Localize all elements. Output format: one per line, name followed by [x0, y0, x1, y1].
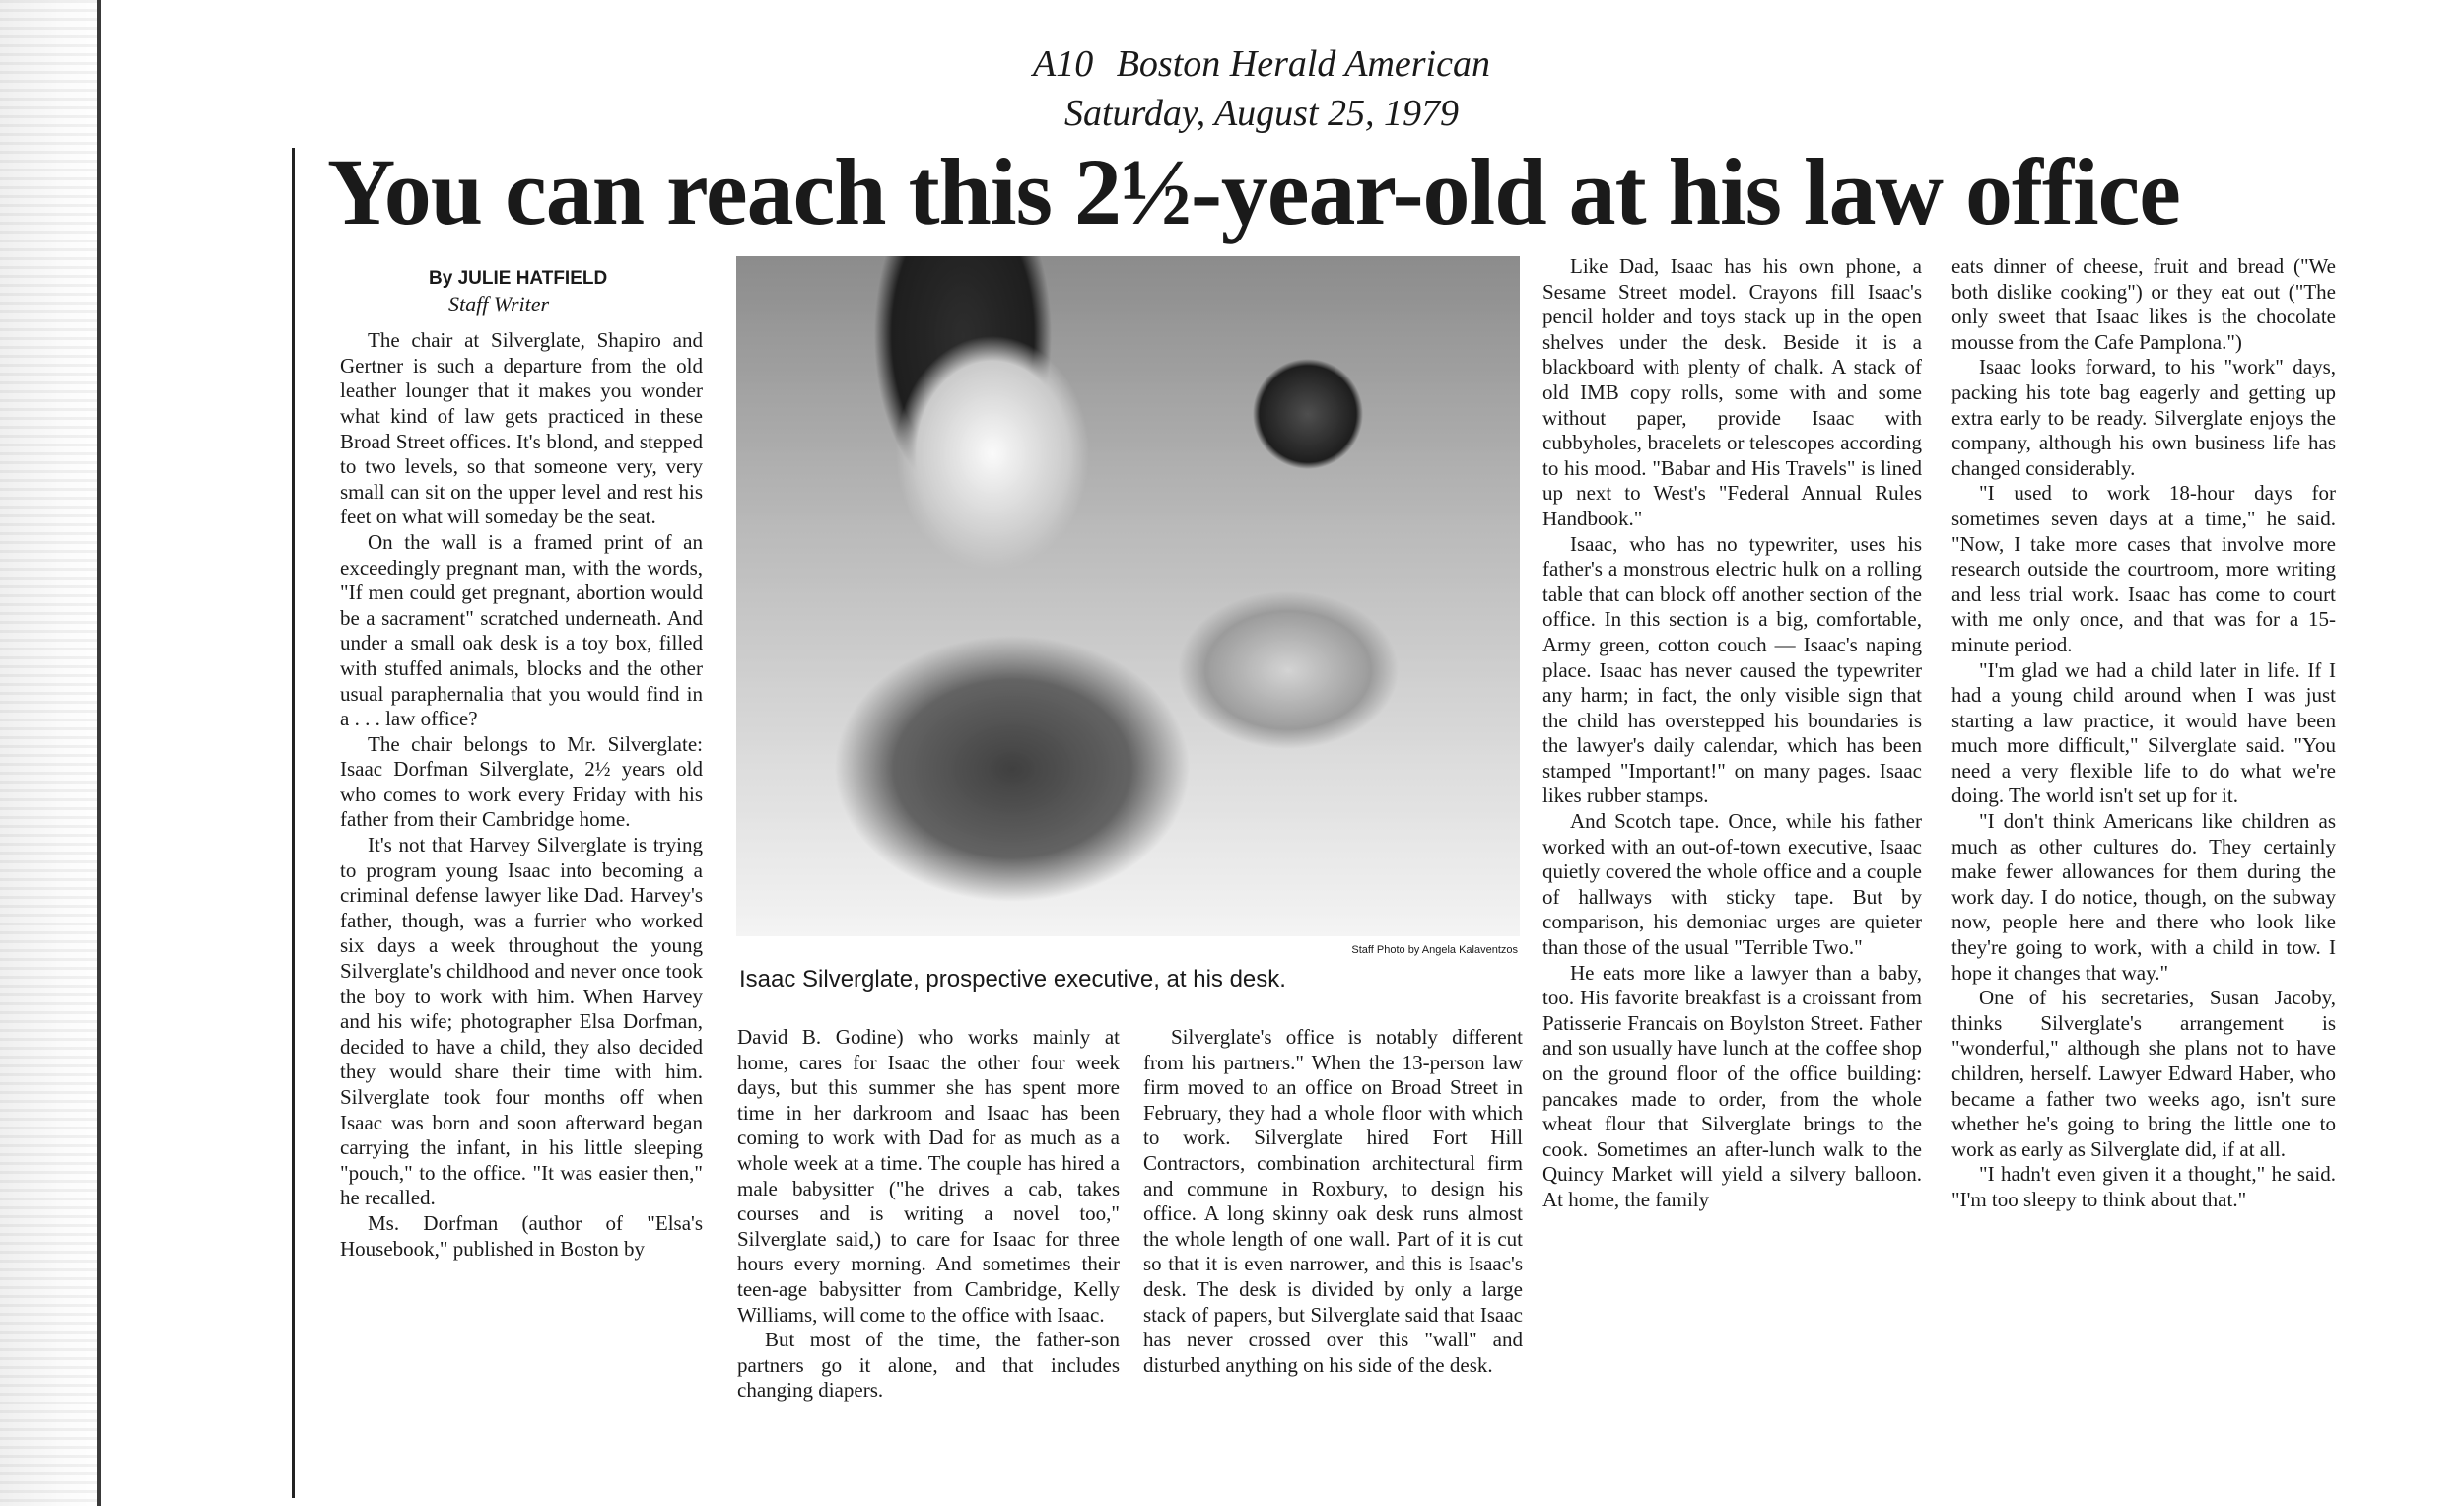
- paragraph: Isaac, who has no typewriter, uses his father's a monstrous electric hulk on a rolling table that can block off another section of the office. In this section is a big, comfortable, Army green, cotton couch — Isaac's naping place. Isaac has never caused the typewriter any harm; in fact, the only visible sign that the child has overstepped his boundaries is the lawyer's daily calendar, which has been stamped "Important!" on many pages. Isaac likes rubber stamps.: [1542, 531, 1922, 808]
- paragraph: Ms. Dorfman (author of "Elsa's Housebook," published in Boston by: [340, 1210, 703, 1261]
- paragraph: Silverglate's office is notably different from his partners." When the 13-person law firm moved to an office on Broad Street in February, they had a whole floor with which to work. Silverglate hired Fort Hill Contractors, combination architectural firm and commune in Roxbury, to design his office. A long skinny oak desk runs almost the whole length of one wall. Part of it is cut so that it is even narrower, and this is Isaac's desk. The desk is divided by only a large stack of papers, but Silverglate said that Isaac has never crossed over this "wall" and disturbed anything on his side of the desk.: [1143, 1025, 1523, 1377]
- masthead-line1: [986, 39, 1538, 89]
- article-column-4: [1542, 254, 1922, 1213]
- paragraph: Isaac looks forward, to his "work" days, packing his tote bag eagerly and getting up extra early to be ready. Silverglate enjoys the company, although his own business life has changed considerably.: [1951, 355, 2336, 480]
- article-photo: [736, 256, 1520, 936]
- paragraph: On the wall is a framed print of an exceedingly pregnant man, with the words, "If men could get pregnant, abortion would be a sacrament" scratched underneath. And under a small oak desk is a toy box, filled with stuffed animals, blocks and the other usual paraphernalia that you would find in a . . . law office?: [340, 529, 703, 731]
- paragraph: One of his secretaries, Susan Jacoby, thinks Silverglate's arrangement is "wonderful," although she plans not to have children, herself. Lawyer Edward Haber, who became a father two weeks ago, isn't sure whether he's going to bring the little one to work as early as Silverglate did, if at all.: [1951, 986, 2336, 1161]
- byline: By JULIE HATFIELD: [429, 268, 608, 289]
- page-number: A10: [1033, 43, 1094, 85]
- photo-caption: Isaac Silverglate, prospective executive, at his desk.: [739, 966, 1286, 993]
- paragraph: The chair belongs to Mr. Silverglate: Isaac Dorfman Silverglate, 2½ years old who comes to work every Friday with his father from their Cambridge home.: [340, 731, 703, 832]
- article-column-2: [737, 1025, 1120, 1403]
- scan-edge-noise: [0, 0, 99, 1506]
- masthead: [986, 39, 1538, 138]
- issue-date: Saturday, August 25, 1979: [1063, 93, 1460, 134]
- newspaper-name: Boston Herald American: [1116, 43, 1490, 85]
- article-column-3: [1143, 1025, 1523, 1378]
- paragraph: But most of the time, the father-son partners go it alone, and that includes changing diapers.: [737, 1328, 1120, 1403]
- paragraph: "I'm glad we had a child later in life. If I had a young child around when I was just starting a law practice, it would have been much more difficult," Silverglate said. "You need a very flexible life to do what we're doing. The world isn't set up for it.: [1951, 657, 2336, 808]
- article-column-1: [340, 266, 703, 1262]
- paragraph: David B. Godine) who works mainly at home, cares for Isaac the other four week days, but this summer she has spent more time in her darkroom and Isaac has been coming to work with Dad for as much as a whole week at a time. The couple has hired a male babysitter ("he drives a cab, takes courses and is writing a novel too," Silverglate said,) to care for Isaac for three hours every morning. And sometimes their teen-age babysitter from Cambridge, Kelly Williams, will come to the office with Isaac.: [737, 1025, 1120, 1327]
- photo-credit: Staff Photo by Angela Kalaventzos: [1351, 944, 1518, 956]
- paragraph: Like Dad, Isaac has his own phone, a Sesame Street model. Crayons fill Isaac's pencil holder and toys stack up in the open shelves under the desk. Beside it is a blackboard with plenty of chalk. A stack of old IMB copy rolls, some with and some without paper, provide Isaac with cubbyholes, bracelets or telescopes according to his mood. "Babar and His Travels" is lined up next to West's "Federal Annual Rules Handbook.": [1542, 254, 1922, 530]
- column-rule-left: [292, 148, 295, 1498]
- paragraph: The chair at Silverglate, Shapiro and Gertner is such a departure from the old leather lounger that it makes you wonder what kind of law gets practiced in these Broad Street offices. It's blond, and stepped to two levels, so that someone very, very small can sit on the upper level and rest his feet on what will someday be the seat.: [340, 328, 703, 529]
- paragraph: And Scotch tape. Once, while his father worked with an out-of-town executive, Isaac quietly covered the whole office and a couple of hallways with sticky tape. But by comparison, his demoniac urges are quieter than those of the usual "Terrible Two.": [1542, 809, 1922, 960]
- headline: You can reach this 2½-year-old at his law office: [327, 139, 2180, 244]
- paragraph: "I hadn't even given it a thought," he said. "I'm too sleepy to think about that.": [1951, 1162, 2336, 1211]
- paragraph: He eats more like a lawyer than a baby, too. His favorite breakfast is a croissant from Patisserie Francais on Boylston Street. Father and son usually have lunch at the coffee shop on the ground floor of the office building: pancakes made to order, from the whole wheat flour that Silverglate brings to the cook. Sometimes an after-lunch walk to the Quincy Market will yield a silvery balloon. At home, the family: [1542, 960, 1922, 1211]
- scan-border-line: [97, 0, 101, 1506]
- paragraph: eats dinner of cheese, fruit and bread ("We both dislike cooking") or they eat out ("The only sweet that Isaac likes is the chocolate mousse from the Cafe Pamplona."): [1951, 254, 2336, 354]
- paragraph: "I don't think Americans like children as much as other cultures do. They certainly make fewer allowances for them during the work day. I do notice, though, on the subway now, people here and there who look like they're going to work, with a child in tow. I hope it changes that way.": [1951, 809, 2336, 985]
- paragraph: It's not that Harvey Silverglate is trying to program young Isaac into becoming a criminal defense lawyer like Dad. Harvey's father, though, was a furrier who worked six days a week throughout the young Silverglate's childhood and never once took the boy to work with him. When Harvey and his wife; photographer Elsa Dorfman, decided to have a child, they also decided they would share their time with him. Silverglate took four months off when Isaac was born and soon afterward began carrying the infant, in his little sleeping "pouch," to the office. "It was easier then," he recalled.: [340, 833, 703, 1210]
- article-column-5: [1951, 254, 2336, 1213]
- paragraph: "I used to work 18-hour days for sometimes seven days at a time," he said. "Now, I take more cases that involve more research outside the courtroom, more writing and less trial work. Isaac has come to court with me only once, and that was for a 15-minute period.: [1951, 481, 2336, 656]
- byline-role: Staff Writer: [448, 291, 550, 316]
